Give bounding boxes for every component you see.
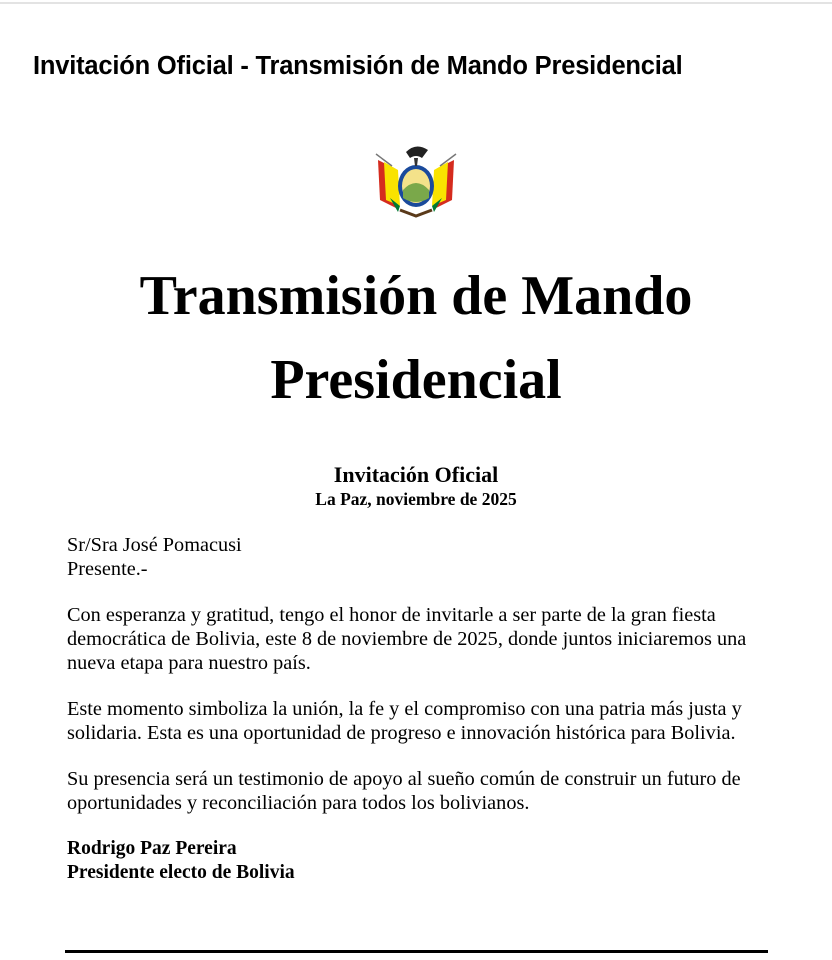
page-header-title: Invitación Oficial - Transmisión de Mando Presidencial	[33, 52, 683, 80]
document-title	[0, 254, 832, 422]
top-divider	[0, 2, 832, 4]
signature-title: Presidente electo de Bolivia	[67, 862, 295, 883]
coat-of-arms-icon	[370, 140, 462, 220]
paragraph: Su presencia será un testimonio de apoyo al sueño común de construir un futuro de oportunidades y reconciliación para todos los bolivianos.	[67, 768, 741, 814]
subtitle: Invitación Oficial	[333, 462, 499, 487]
bottom-divider	[65, 950, 768, 953]
paragraph: Este momento simboliza la unión, la fe y el compromiso con una patria más justa y solidaria. Esta es una oportunidad de progreso e innovación histórica para Bolivia.	[67, 698, 742, 744]
salutation: Presente.-	[67, 558, 148, 580]
paragraph: Con esperanza y gratitud, tengo el honor de invitarle a ser parte de la gran fiesta democrática de Bolivia, este 8 de noviembre de 2025, donde juntos iniciaremos una nueva etapa para nuestro país.	[67, 604, 747, 674]
title-line-2: Presidencial	[270, 349, 562, 411]
title-line-1: Transmisión de Mando	[139, 265, 693, 327]
signature-name: Rodrigo Paz Pereira	[67, 838, 237, 859]
letter-body	[67, 533, 767, 907]
recipient: Sr/Sra José Pomacusi	[67, 534, 242, 556]
place-date: La Paz, noviembre de 2025	[315, 489, 517, 509]
